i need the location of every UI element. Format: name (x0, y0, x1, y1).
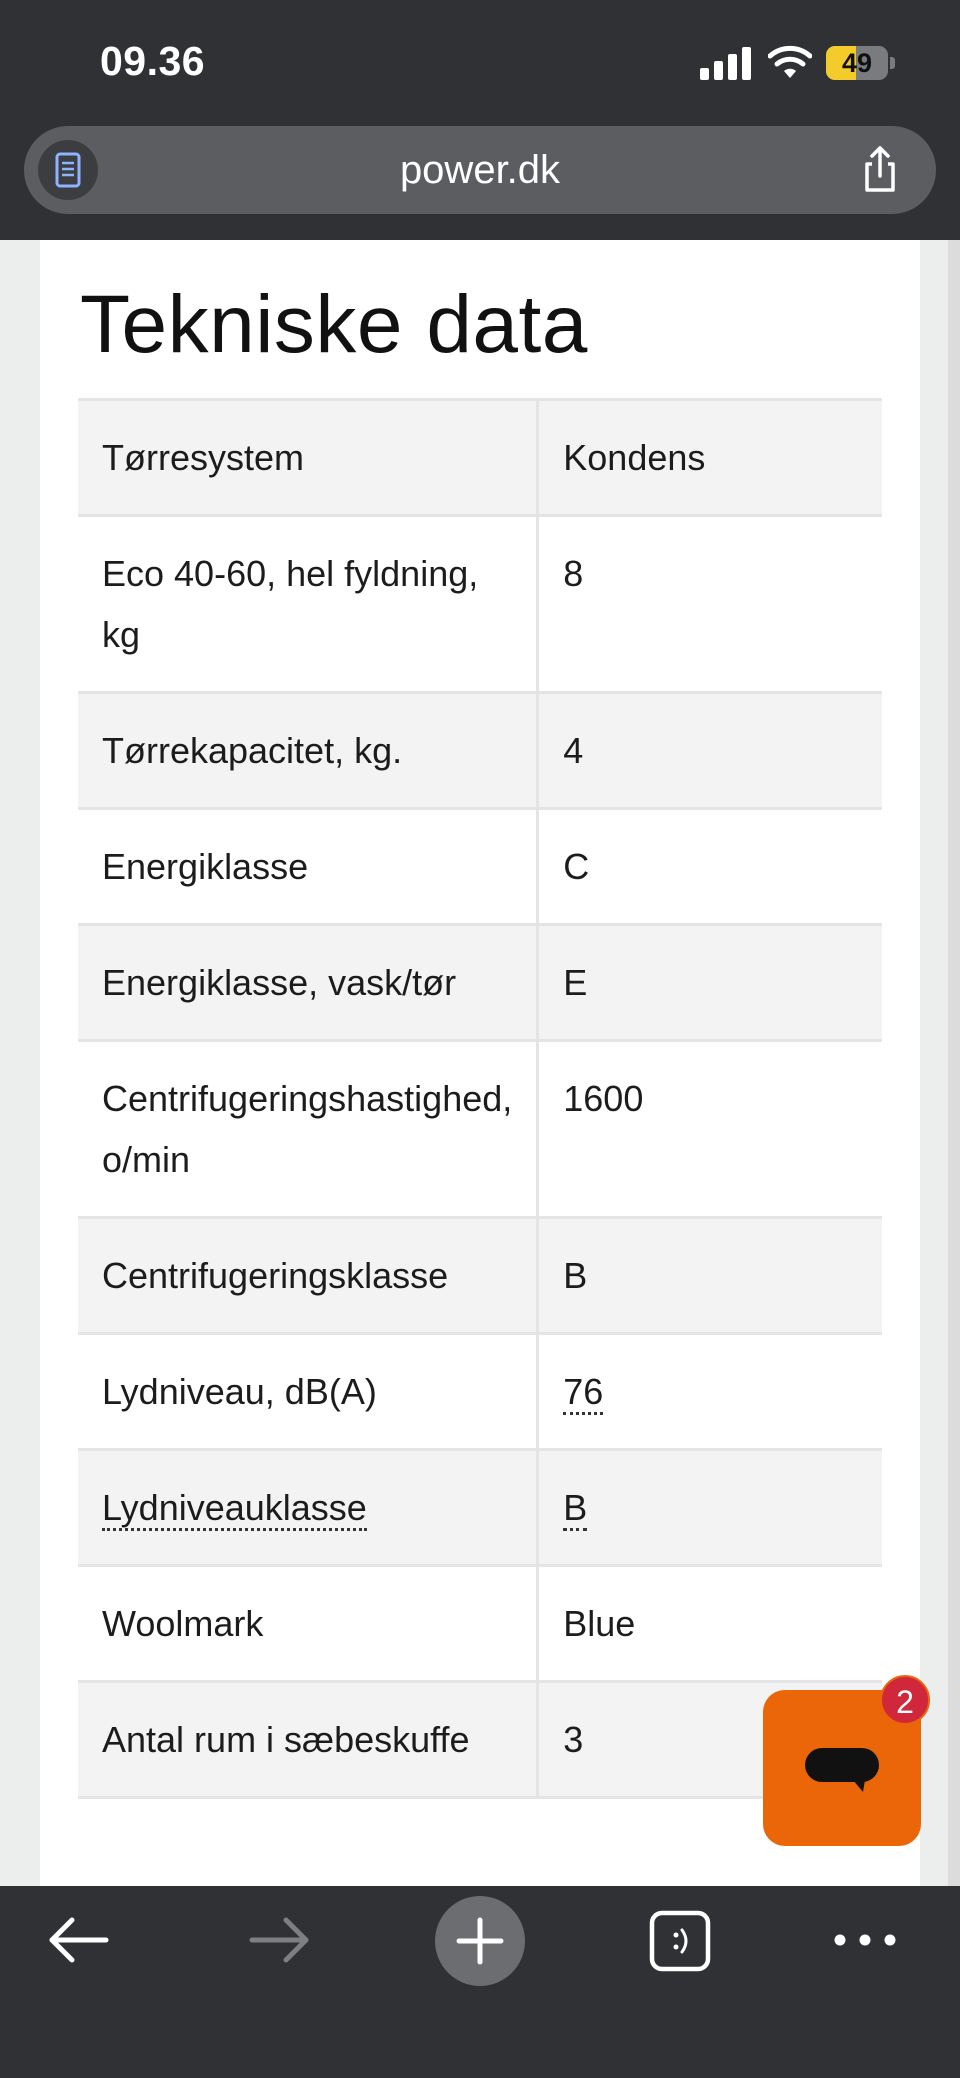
notification-badge: 2 (880, 1675, 930, 1725)
table-row (78, 809, 882, 925)
more-icon[interactable] (830, 1886, 900, 1996)
battery-level: 49 (841, 48, 873, 78)
spec-label: Tørrekapacitet, kg. (78, 693, 538, 809)
specs-table (78, 398, 882, 1799)
wifi-icon (768, 44, 812, 80)
spec-value: C (538, 809, 882, 925)
battery-icon (826, 46, 896, 80)
spec-label: Antal rum i sæbeskuffe (78, 1682, 538, 1798)
table-row (78, 1682, 882, 1798)
spec-value[interactable] (538, 1334, 882, 1450)
table-row (78, 1566, 882, 1682)
status-bar (0, 0, 960, 120)
cellular-signal-icon (700, 46, 752, 80)
new-tab-button[interactable] (435, 1896, 525, 1986)
table-row (78, 693, 882, 809)
share-icon[interactable] (850, 140, 910, 200)
table-row (78, 400, 882, 516)
spec-value: E (538, 925, 882, 1041)
specs-card (40, 240, 920, 1886)
spec-value[interactable] (538, 1450, 882, 1566)
page-edge (948, 240, 960, 1886)
spec-value: Kondens (538, 400, 882, 516)
spec-label: Woolmark (78, 1566, 538, 1682)
spec-value: 3 (538, 1682, 882, 1798)
table-row (78, 516, 882, 693)
spec-value: Blue (538, 1566, 882, 1682)
spec-value: 4 (538, 693, 882, 809)
url-text[interactable]: power.dk (399, 148, 561, 192)
spec-value: 8 (538, 516, 882, 693)
tabs-icon[interactable] (648, 1886, 712, 1996)
spec-label: Lydniveau, dB(A) (78, 1334, 538, 1450)
spec-value: B (538, 1218, 882, 1334)
back-arrow-icon[interactable] (40, 1886, 120, 1996)
web-page (0, 240, 960, 1886)
spec-label[interactable] (78, 1450, 538, 1566)
spec-label-tooltip[interactable]: Lydniveauklasse (102, 1487, 367, 1531)
table-row (78, 1334, 882, 1450)
table-row (78, 1041, 882, 1218)
spec-value: 1600 (538, 1041, 882, 1218)
chat-bubble-icon (803, 1746, 881, 1794)
table-row (78, 1218, 882, 1334)
table-row (78, 1450, 882, 1566)
forward-arrow-icon[interactable] (240, 1886, 320, 1996)
table-row (78, 925, 882, 1041)
spec-label: Tørresystem (78, 400, 538, 516)
plus-icon (435, 1896, 525, 1986)
spec-value-tooltip[interactable]: 76 (563, 1371, 603, 1415)
status-time: 09.36 (100, 38, 206, 84)
spec-label: Eco 40-60, hel fyldning, kg (78, 516, 538, 693)
spec-label: Energiklasse (78, 809, 538, 925)
address-bar[interactable] (24, 126, 936, 214)
spec-label: Centrifugeringsklasse (78, 1218, 538, 1334)
spec-label: Energiklasse, vask/tør (78, 925, 538, 1041)
page-title: Tekniske data (80, 279, 588, 370)
browser-toolbar (0, 1886, 960, 2078)
spec-value-tooltip[interactable]: B (563, 1487, 587, 1531)
spec-label: Centrifugeringshastighed, o/min (78, 1041, 538, 1218)
